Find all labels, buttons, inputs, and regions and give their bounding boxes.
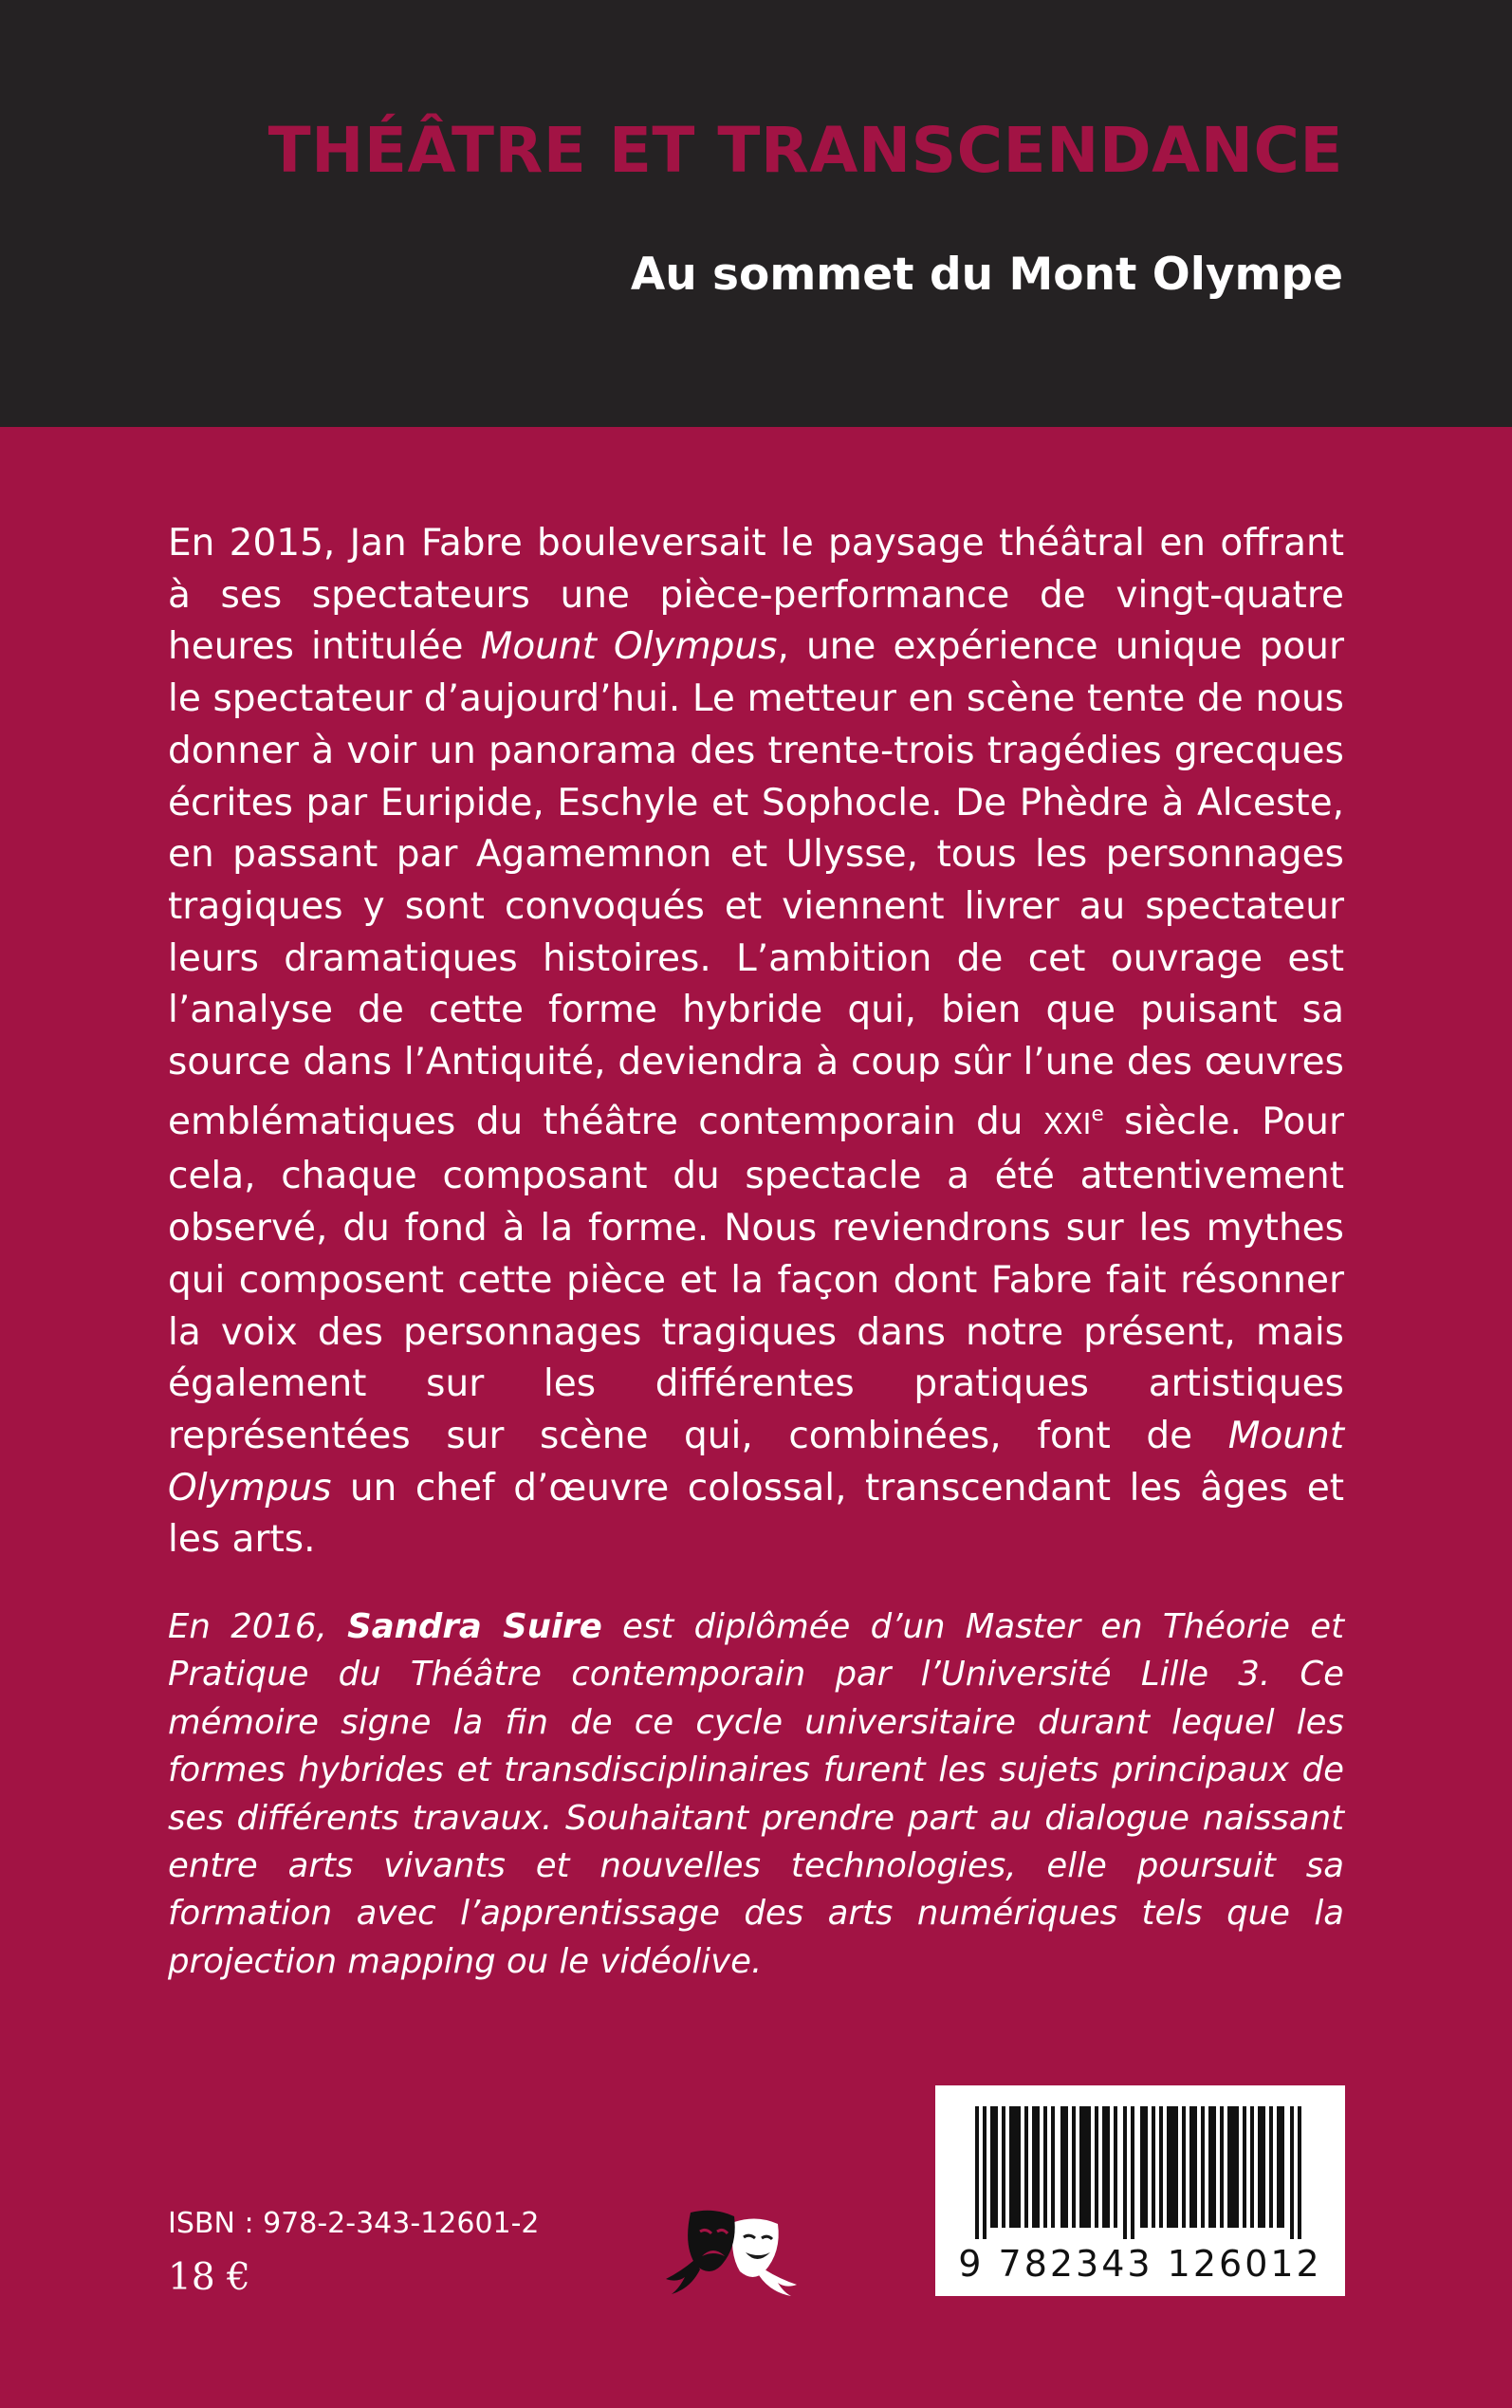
barcode-number: 9 782343 126012 <box>958 2243 1322 2285</box>
summary-part-3: siècle. Pour cela, chaque composant du spectacle a été attentivement observé, du fond à la forme. Nous reviendrons sur les mythes qui composent cette pièce et la façon dont Fabre fait résonner la voix des personnages tragiques dans notre présent, mais également sur les différentes pratiques artistiques représentées sur scène qui, combinées, font de <box>168 1100 1344 1457</box>
book-title: THÉÂTRE ET TRANSCENDANCE <box>267 114 1343 187</box>
book-subtitle: Au sommet du Mont Olympe <box>630 249 1343 301</box>
header-band <box>0 0 1512 427</box>
bio-text: est diplômée d’un Master en Théorie et Pratique du Théâtre contemporain par l’Université Lille 3. Ce mémoire signe la fin de ce cycle universitaire durant lequel les formes hybrides et transdisciplinaires furent les sujets principaux de ses différents travaux. Souhaitant prendre part au dialogue naissant entre arts vivants et nouvelles technologies, elle poursuit sa formation avec l’apprentissage des arts numériques tels que la projection mapping ou le vidéolive. <box>168 1607 1344 1981</box>
summary-part-4: un chef d’œuvre colossal, transcendant les âges et les arts. <box>168 1466 1344 1562</box>
century-numeral: XXI <box>1042 1107 1092 1141</box>
century-superscript: e <box>1091 1102 1104 1126</box>
back-cover-summary <box>168 518 1344 1566</box>
work-title: Mount Olympus <box>168 1414 1344 1510</box>
author-biography <box>168 1603 1344 1986</box>
summary-part-1: En 2015, Jan Fabre bouleversait le paysage théâtral en offrant à ses spectateurs une pièce-performance de vingt-quatre heures intitulée <box>168 522 1344 669</box>
barcode-bars <box>975 2106 1305 2239</box>
author-name: Sandra Suire <box>347 1607 602 1646</box>
bio-lead: En 2016, <box>168 1607 348 1646</box>
work-title: Mount Olympus <box>480 625 778 669</box>
price: 18 € <box>168 2256 250 2299</box>
barcode <box>935 2085 1345 2296</box>
isbn: ISBN : 978-2-343-12601-2 <box>168 2207 540 2240</box>
summary-part-2: , une expérience unique pour le spectateur d’aujourd’hui. Le metteur en scène tente de nous donner à voir un panorama des trente-trois tragédies grecques écrites par Euripide, Eschyle et Sophocle. De Phèdre à Alceste, en passant par Agamemnon et Ulysse, tous les personnages tragiques y sont convoqués et viennent livrer au spectateur leurs dramatiques histoires. L’ambition de cet ouvrage est l’analyse de cette forme hybride qui, bien que puisant sa source dans l’Antiquité, deviendra à coup sûr l’une des œuvres emblématiques du théâtre contemporain du <box>168 625 1345 1143</box>
theatre-masks-icon <box>653 2203 812 2298</box>
